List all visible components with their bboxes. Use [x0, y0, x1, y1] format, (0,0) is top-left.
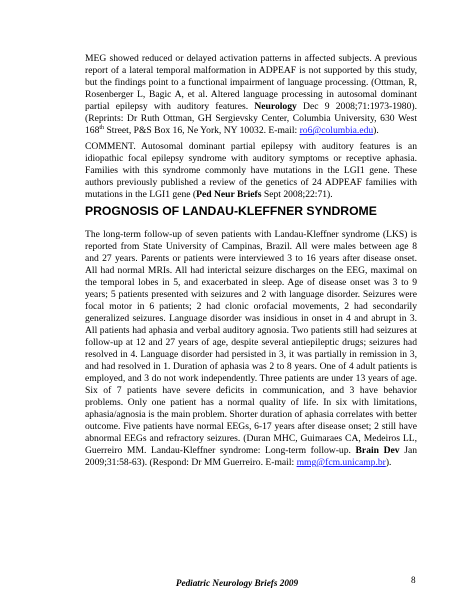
- paragraph3-text-c: ).: [385, 457, 392, 468]
- paragraph2-text-b: Sept 2008;22:71).: [261, 189, 333, 200]
- paragraph-lks-followup: [85, 229, 417, 517]
- paragraph1-text-d: ).: [373, 125, 379, 136]
- paragraph1-text-c: Street, P&S Box 16, Ne York, NY 10032. E-mail:: [104, 125, 300, 136]
- footer-journal-title: Pediatric Neurology Briefs 2009: [175, 578, 299, 588]
- section-heading: PROGNOSIS OF LANDAU-KLEFFNER SYNDROME: [85, 204, 377, 218]
- journal-name-neurology: Neurology: [254, 101, 297, 112]
- ordinal-superscript: th: [99, 124, 105, 131]
- paragraph1-text-b: Dec 9 2008;71:1973-1980). (Reprints: Dr Ruth Ottman, GH Sergievsky Center, Columbia University, 630 West 168: [85, 101, 417, 136]
- journal-name-brain-dev: Brain Dev: [355, 445, 400, 456]
- email-link-guerreiro[interactable]: mmg@fcm.unicamp.br: [296, 457, 386, 468]
- paragraph-comment: [85, 141, 417, 200]
- page-number: 8: [411, 575, 416, 585]
- paragraph-meg-study: [85, 53, 417, 139]
- paragraph1-text-a: MEG showed reduced or delayed activation patterns in affected subjects. A previous report of a lateral temporal malformation in ADPEAF is not supported by this study, but the findings point to a functional impairment of language processing. (Ottman, R, Rosenberger L, Bagic A, et al. Altered language processing in autosomal dominant partial epilepsy with auditory features.: [85, 53, 417, 112]
- paragraph2-text-a: COMMENT. Autosomal dominant partial epilepsy with auditory features is an idiopathic focal epilepsy syndrome with auditory symptoms or receptive aphasia. Families with this syndrome commonly have mutations in the LGI1 gene. These authors previously published a review of the genetics of 24 ADPEAF families with mutations in the LGI1 gene (: [85, 141, 417, 200]
- paragraph3-text-a: The long-term follow-up of seven patients with Landau-Kleffner syndrome (LKS) is reported from State University of Campinas, Brazil. All were males between age 8 and 27 years. Parents or patients were interviewed 3 to 16 years after disease onset. All had normal MRIs. All had interictal seizure discharges on the EEG, maximal on the temporal lobes in 5, and exacerbated in sleep. Age of disease onset was 3 to 9 years; 5 patients presented with seizures and 2 with language disorder. Seizures were focal motor in 6 patients; 2 had clonic orofacial movements, 2 had secondarily generalized seizures. Language disorder was insidious in onset in 4 and abrupt in 3. All patients had aphasia and verbal auditory agnosia. Two patients still had seizures at follow-up at 12 and 27 years of age, despite several antiepileptic drugs; seizures had resolved in 4. Language disorder had persisted in 3, it was partially in remission in 3, and had resolved in 1. Duration of aphasia was 2 to 8 years. One of 4 adult patients is employed, and 3 do not work independently. Three patients are under 13 years of age. Six of 7 patients have severe deficits in communication, and 3 have behavior problems. Only one patient has a normal quality of life. In six with limitations, aphasia/agnosia is the main problem. Shorter duration of aphasia correlates with better outcome. Five patients have normal EEGs, 6-17 years after disease onset; 2 still have abnormal EEGs and refractory seizures. (Duran MHC, Guimaraes CA, Medeiros LL, Guerreiro MM. Landau-Kleffner syndrome: Long-term follow-up.: [85, 229, 417, 456]
- paragraph3-text-b: Jan 2009;31:58-63). (Respond: Dr MM Guerreiro. E-mail:: [85, 445, 418, 468]
- email-link-ottman[interactable]: ro6@columbia.edu: [299, 125, 374, 136]
- citation-ped-neur-briefs: Ped Neur Briefs: [196, 189, 262, 200]
